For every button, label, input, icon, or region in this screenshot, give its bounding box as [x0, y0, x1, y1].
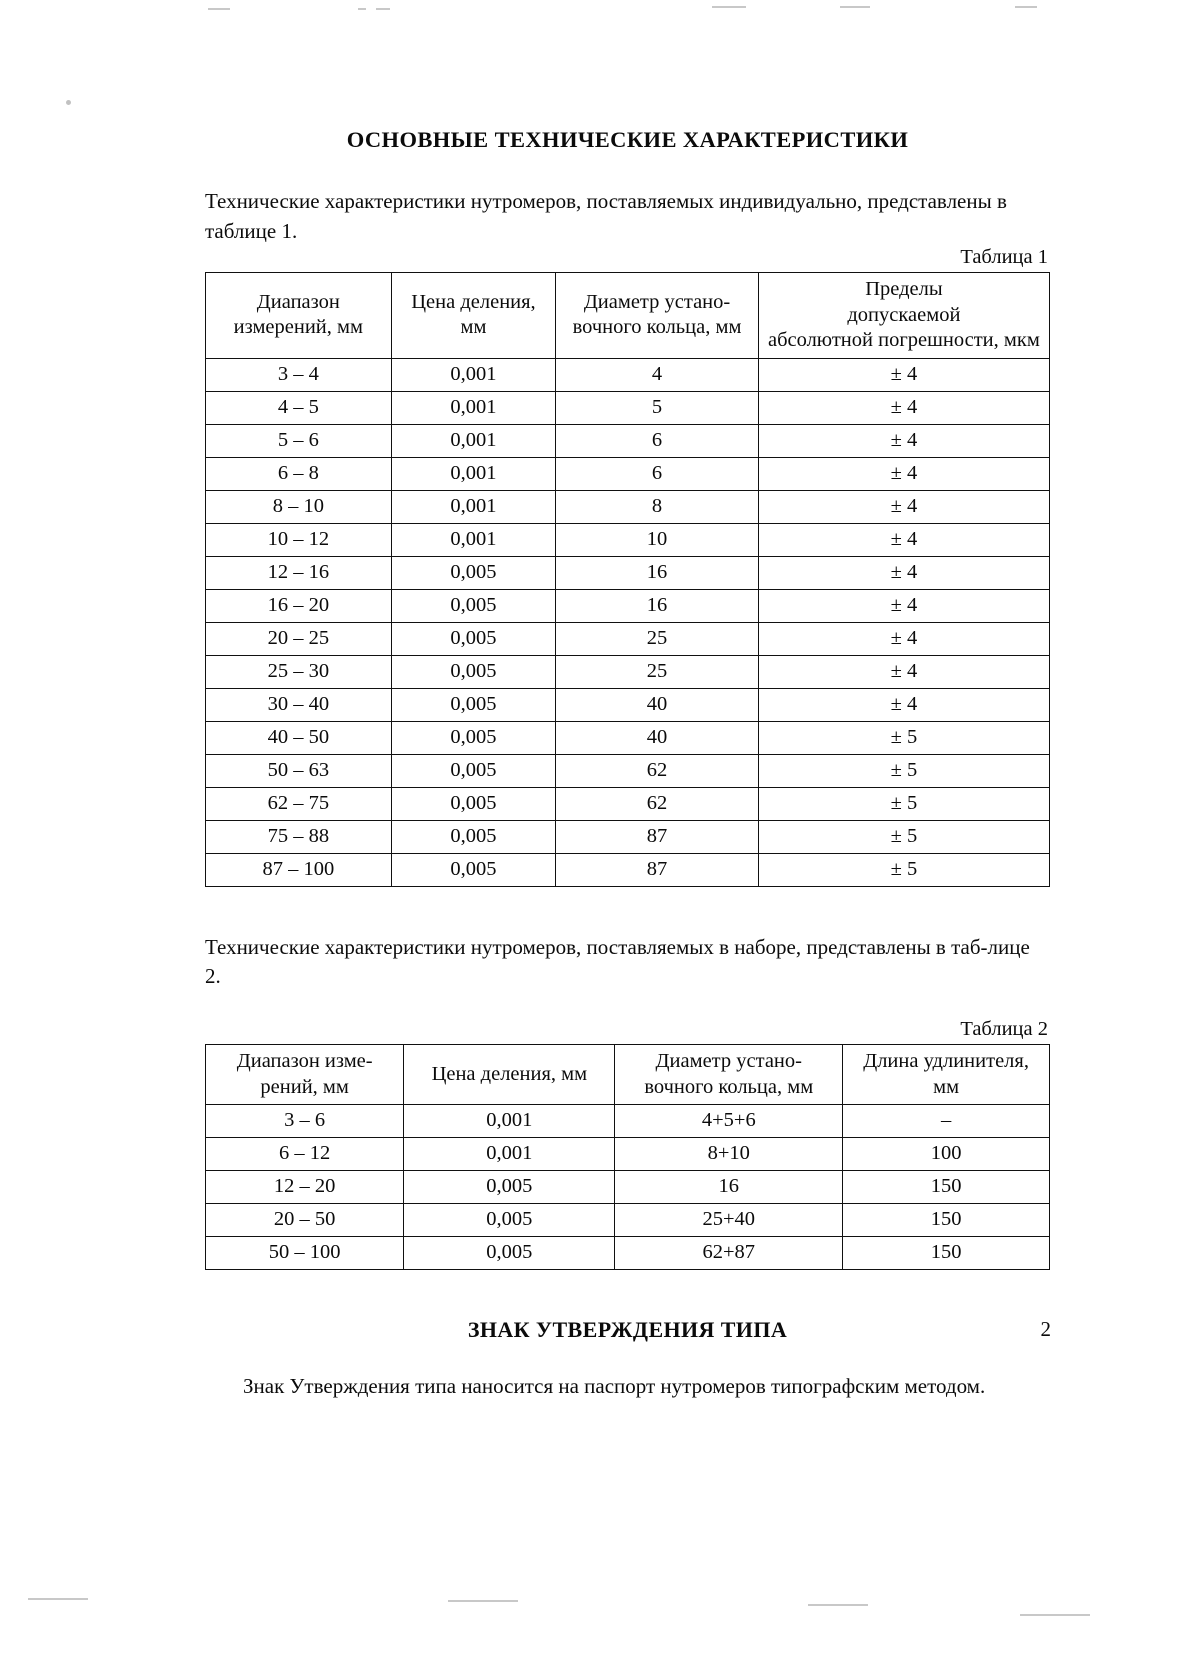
table-cell: 0,005 [391, 787, 556, 820]
table-cell: 62 – 75 [206, 787, 392, 820]
table-cell: ± 4 [758, 589, 1049, 622]
table-cell: 10 [556, 523, 759, 556]
table-cell: ± 4 [758, 556, 1049, 589]
table-cell: 150 [843, 1237, 1050, 1270]
table-cell: 10 – 12 [206, 523, 392, 556]
header-line: Цена деления, [411, 291, 536, 314]
table-cell: 16 [615, 1171, 843, 1204]
scan-artifact-top-6 [1015, 6, 1037, 8]
table-cell: 20 – 25 [206, 622, 392, 655]
table-cell: 16 [556, 589, 759, 622]
scan-artifact-bottom-1 [28, 1598, 88, 1600]
scan-artifact-dot-left [66, 100, 71, 105]
table-2-header-cell-3 [615, 1045, 843, 1105]
table-cell: ± 4 [758, 688, 1049, 721]
table-cell: ± 4 [758, 622, 1049, 655]
table-cell: ± 4 [758, 391, 1049, 424]
table-row [206, 622, 1050, 655]
table-cell: 0,005 [391, 820, 556, 853]
table-cell: ± 5 [758, 787, 1049, 820]
table-cell: 0,001 [391, 490, 556, 523]
table-row [206, 1204, 1050, 1237]
table-1-header-cell-4 [758, 273, 1049, 358]
table-cell: ± 4 [758, 424, 1049, 457]
table-cell: 0,001 [391, 424, 556, 457]
table-cell: ± 5 [758, 820, 1049, 853]
table-cell: 40 [556, 688, 759, 721]
table-cell: 20 – 50 [206, 1204, 404, 1237]
table-cell: 25 – 30 [206, 655, 392, 688]
table-cell: 0,005 [391, 754, 556, 787]
table-cell: 25 [556, 655, 759, 688]
table-row [206, 391, 1050, 424]
scan-artifact-top-3 [376, 8, 390, 10]
table-cell: ± 4 [758, 457, 1049, 490]
table-cell: 75 – 88 [206, 820, 392, 853]
table-row [206, 1138, 1050, 1171]
table-cell: 87 – 100 [206, 853, 392, 886]
table-cell: – [843, 1105, 1050, 1138]
table-1-caption: Таблица 1 [960, 246, 1048, 269]
table-cell: 16 [556, 556, 759, 589]
header-line: Диапазон изме- [236, 1050, 373, 1073]
table-cell: 62+87 [615, 1237, 843, 1270]
header-line: Цена деления, мм [431, 1062, 588, 1085]
header-line: абсолютной погрешности, мкм [767, 329, 1040, 352]
table-2-body [206, 1105, 1050, 1270]
table-cell: 4+5+6 [615, 1105, 843, 1138]
table-cell: 0,005 [391, 556, 556, 589]
header-line: вочного кольца, мм [572, 316, 742, 339]
table-cell: ± 5 [758, 853, 1049, 886]
page-number: 2 [1040, 1317, 1051, 1341]
table-header-row [206, 273, 1050, 358]
header-line: мм [933, 1075, 960, 1098]
table-cell: 30 – 40 [206, 688, 392, 721]
section-heading-approval-mark: ЗНАК УТВЕРЖДЕНИЯ ТИПА [467, 1317, 788, 1343]
table-2-header-cell-1 [206, 1045, 404, 1105]
table-cell: 12 – 20 [206, 1171, 404, 1204]
table-row [206, 1105, 1050, 1138]
table-cell: 4 [556, 358, 759, 391]
table-cell: 40 [556, 721, 759, 754]
table-row [206, 820, 1050, 853]
table-row [206, 688, 1050, 721]
table-row [206, 424, 1050, 457]
table-cell: 0,005 [404, 1237, 615, 1270]
table-row [206, 721, 1050, 754]
header-line: Диаметр устано- [655, 1050, 802, 1073]
table-cell: 5 – 6 [206, 424, 392, 457]
table-cell: 6 [556, 457, 759, 490]
table-cell: 25 [556, 622, 759, 655]
table-cell: 150 [843, 1171, 1050, 1204]
document-content [205, 128, 1050, 1402]
table-cell: 6 – 12 [206, 1138, 404, 1171]
table-cell: ± 4 [758, 523, 1049, 556]
specifications-table-1 [205, 272, 1050, 886]
table-row [206, 853, 1050, 886]
table-cell: 0,005 [391, 721, 556, 754]
table-2-header [206, 1045, 1050, 1105]
table-cell: 6 [556, 424, 759, 457]
table-cell: 50 – 100 [206, 1237, 404, 1270]
table-row [206, 1171, 1050, 1204]
header-line: вочного кольца, мм [644, 1075, 814, 1098]
table-cell: 0,005 [391, 853, 556, 886]
table-row [206, 655, 1050, 688]
table-cell: 40 – 50 [206, 721, 392, 754]
table-cell: 6 – 8 [206, 457, 392, 490]
header-line: Диаметр устано- [583, 291, 731, 314]
table-cell: 5 [556, 391, 759, 424]
header-line: допускаемой [847, 303, 961, 326]
table-cell: 0,005 [391, 622, 556, 655]
table-row [206, 556, 1050, 589]
table-cell: 12 – 16 [206, 556, 392, 589]
table-cell: 87 [556, 853, 759, 886]
intro-paragraph: Технические характеристики нутромеров, поставляемых индивидуально, представлены в таблице 1. [205, 188, 1007, 243]
table-cell: 16 – 20 [206, 589, 392, 622]
scan-artifact-bottom-3 [808, 1604, 868, 1606]
specifications-table-2 [205, 1044, 1050, 1270]
table-2-header-cell-4 [843, 1045, 1050, 1105]
page-title: ОСНОВНЫЕ ТЕХНИЧЕСКИЕ ХАРАКТЕРИСТИКИ [346, 127, 909, 152]
table-row [206, 358, 1050, 391]
header-line: Пределы [865, 278, 943, 301]
table-cell: 62 [556, 787, 759, 820]
table-cell: 62 [556, 754, 759, 787]
header-line: рений, мм [260, 1075, 349, 1098]
scan-artifact-bottom-2 [448, 1600, 518, 1602]
table-cell: 0,001 [391, 358, 556, 391]
table-1-body [206, 358, 1050, 886]
second-paragraph: Технические характеристики нутромеров, поставляемых в наборе, представлены в таб-лице 2. [205, 934, 1030, 989]
scan-artifact-bottom-4 [1020, 1614, 1090, 1616]
table-cell: 8 [556, 490, 759, 523]
table-cell: 0,005 [391, 589, 556, 622]
table-cell: 0,001 [404, 1138, 615, 1171]
table-cell: 8+10 [615, 1138, 843, 1171]
header-line: Длина удлинителя, [863, 1050, 1029, 1073]
table-row [206, 490, 1050, 523]
table-cell: 0,005 [404, 1171, 615, 1204]
table-2-header-cell-2 [404, 1045, 615, 1105]
table-cell: ± 5 [758, 721, 1049, 754]
table-cell: 100 [843, 1138, 1050, 1171]
table-cell: 0,001 [391, 391, 556, 424]
table-cell: ± 4 [758, 358, 1049, 391]
table-1-header-cell-1 [206, 273, 392, 358]
table-cell: 0,005 [391, 688, 556, 721]
table-1-header [206, 273, 1050, 358]
table-cell: ± 5 [758, 754, 1049, 787]
table-cell: 150 [843, 1204, 1050, 1237]
table-2-caption: Таблица 2 [960, 1018, 1048, 1041]
table-row [206, 1237, 1050, 1270]
table-cell: 25+40 [615, 1204, 843, 1237]
header-line: мм [460, 316, 487, 339]
table-cell: 3 – 6 [206, 1105, 404, 1138]
table-cell: ± 4 [758, 490, 1049, 523]
table-cell: 0,001 [391, 457, 556, 490]
scan-artifact-top-4 [712, 6, 746, 8]
table-cell: 50 – 63 [206, 754, 392, 787]
table-row [206, 787, 1050, 820]
table-cell: ± 4 [758, 655, 1049, 688]
table-1-header-cell-2 [391, 273, 556, 358]
scan-artifact-top-1 [208, 8, 230, 10]
table-cell: 0,005 [404, 1204, 615, 1237]
table-header-row [206, 1045, 1050, 1105]
table-cell: 4 – 5 [206, 391, 392, 424]
approval-mark-paragraph: Знак Утверждения типа наносится на паспорт нутромеров типографским методом. [243, 1374, 986, 1399]
header-line: измерений, мм [233, 316, 363, 339]
table-row [206, 754, 1050, 787]
table-cell: 0,001 [404, 1105, 615, 1138]
scan-artifact-top-2 [358, 8, 366, 10]
table-row [206, 589, 1050, 622]
table-row [206, 457, 1050, 490]
table-cell: 0,005 [391, 655, 556, 688]
table-cell: 0,001 [391, 523, 556, 556]
header-line: Диапазон [256, 291, 340, 314]
table-cell: 3 – 4 [206, 358, 392, 391]
table-1-header-cell-3 [556, 273, 759, 358]
table-cell: 8 – 10 [206, 490, 392, 523]
scan-artifact-top-5 [840, 6, 870, 8]
table-row [206, 523, 1050, 556]
table-cell: 87 [556, 820, 759, 853]
